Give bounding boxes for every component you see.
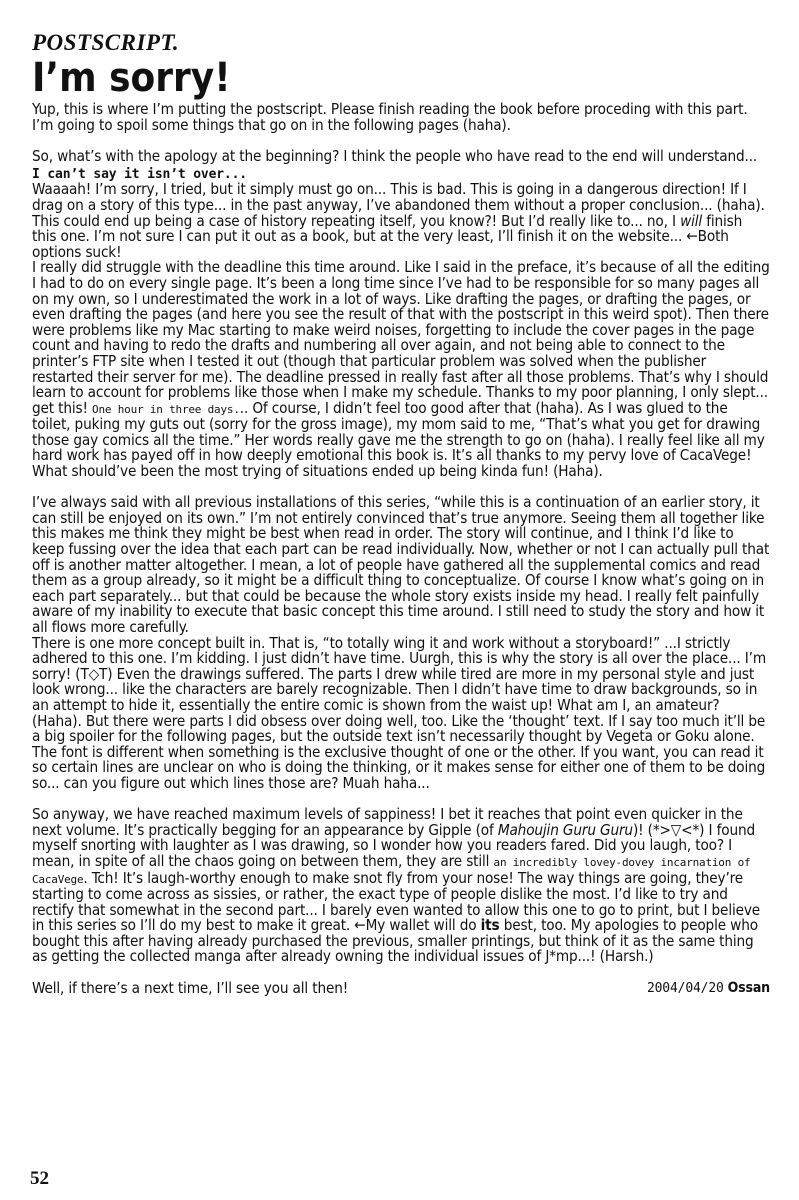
paragraph-continuation [32, 182, 770, 260]
text-run: I really did struggle with the deadline this time around. Like I said in the preface, it’s because of all the editing I had to do on every single page. It’s been a long time since I’ve had to be responsible for so many pages all on my own, so I underestimated the work in a lot of ways. Like drafting the pages, or drafting the pages, or even drafting the pages (and here you see the result of that with the postscript in this weird spot). Then there were problems like my Mac starting to make weird noises, forgetting to include the cover pages in the page count and having to redo the drafts and numbering all over again, and not being able to connect to the printer’s FTP site when I tested it out (though that particular problem was solved when the publisher restarted their server for me). The deadline pressed in really fast after all those problems. That’s why I should learn to account for problems like those when I make my schedule. Thanks to my poor planning, I only slept... get this! [32, 258, 770, 417]
text-run: best, too. My apologies to people who bought this after having already purchased the previous, smaller printings, but think of it as the same thing as getting the collected manga after already owning the individual issues of J*mp...! (Harsh.) [32, 916, 758, 966]
handwritten-note: One hour in three days. [92, 402, 240, 416]
body-text [32, 102, 770, 996]
page-number: 52 [30, 1168, 49, 1189]
text-run: Waaaah! I’m sorry, I tried, but it simply must go on... This is bad. This is going in a dangerous direction! If I drag on a story of this type... in the past anyway, I’ve abandoned them without a proper conclusion... (haha). This could end up being a case of history repeating itself, you know?! But I’d really like to... no, I [32, 180, 765, 230]
closing-line-row [32, 978, 770, 997]
paragraph-apology: So, what’s with the apology at the beginning? I think the people who have read to the end will understand... [32, 146, 758, 165]
signature-date: 2004/04/20 [646, 980, 724, 996]
paragraph-concept: There is one more concept built in. That is, “to totally wing it and work without a storyboard!” ...I strictly adhered to this one. I’m kidding. I just didn’t have time. Uurgh, this is why the story is all over the place... I’m sorry! (T◇T) Even the drawings suffered. The parts I drew while tired are more in my personal style and just look wrong... like the characters are barely recognizable. Then I didn’t have time to draw backgrounds, so in an attempt to hide it, essentially the entire comic is shown from the waist up! What am I, an amateur? (Haha). But there were parts I did obsess over doing well, too. Like the ‘thought’ text. If I say too much it’ll be a big spoiler for the following pages, but the outside text isn’t necessarily thought by Vegeta or Goku alone. The font is different when something is the exclusive thought of one or the other. If you want, you can read it so certain lines are unclear on who is doing the thinking, or it makes sense for either one of them to be doing so... can you figure out which lines those are? Muah haha... [32, 633, 766, 792]
paragraph-sappiness [32, 807, 770, 965]
paragraph-intro: Yup, this is where I’m putting the postscript. Please finish reading the book before proceding with this part. I’m going to spoil some things that go on in the following pages (haha). [32, 100, 748, 134]
text-run: So anyway, we have reached maximum levels of sappiness! I bet it reaches that point even quicker in the next volume. It’s practically begging for an appearance by Gipple (of [32, 805, 743, 839]
postscript-page [32, 30, 770, 996]
closing-text: Well, if there’s a next time, I’ll see you all then! [32, 978, 349, 997]
text-run: finish this one. I’m not sure I can put it out as a book, but at the very least, I’ll finish it on the website... ←Both options suck! [32, 211, 743, 261]
signature [647, 981, 770, 997]
section-label: POSTSCRIPT. [32, 30, 180, 55]
text-run: .. Of course, I didn’t feel too good after that (haha). As I was glued to the toilet, puking my guts out (sorry for the gross image), my mom said to me, “That’s what you get for drawing those gay comics all the time.” Her words really gave me the strength to go on (haha). I really feel like all my hard work has payed off in how deeply emotional this book is. It’s all thanks to my pervy love of CacaVege! What should’ve been the most trying of situations ended up being kinda fun! (Haha). [32, 398, 765, 481]
emphasis-title: Mahoujin Guru Guru [497, 820, 633, 839]
text-run: . Tch! It’s laugh-worthy enough to make snot fly from your nose! The way things are going, they’re starting to come across as sissies, or rather, the exact type of people dislike the most. I’d like to try and rectify that somewhat in the second part... I barely even wanted to allow this one to go to print, but I believe in this series so I’ll do my best to make it great. ←My wallet will do [32, 868, 761, 935]
paragraph-deadline [32, 260, 770, 479]
paragraph-series: I’ve always said with all previous installations of this series, “while this is a continuation of an earlier story, it can still be enjoyed on its own.” I’m not entirely convinced that’s true anymore. Seeing them all together like this makes me think they might be best when read in order. The story will continue, and I think I’d like to keep fussing over the idea that each part can be read individually. Now, whether or not I can actually pull that off is another matter altogether. I mean, a lot of people have gathered all the supplemental comics and read them as a group already, so it might be a difficult thing to conceptualize. Of course I know what’s going on in each part separately... but that could be because the whole story exists inside my head. I really felt painfully aware of my inability to execute that basic concept this time around. I still need to study the story and how it all flows more carefully. [32, 493, 770, 636]
handwritten-note: an incredibly lovey-dovey incarnation of CacaVege [32, 855, 751, 886]
text-run: )! (*>▽<*) I found myself snorting with laughter as I was drawing, so I wonder how you readers fared. Did you laugh, too? I mean, in spite of all the chaos going on between them, they are still [32, 820, 755, 870]
emphasis-will: will [680, 211, 703, 230]
page-title: I’m sorry! [32, 55, 231, 101]
signature-name: Ossan [727, 979, 770, 996]
handwritten-subheading: I can’t say it isn’t over... [32, 167, 247, 183]
bold-its: its [480, 916, 500, 935]
